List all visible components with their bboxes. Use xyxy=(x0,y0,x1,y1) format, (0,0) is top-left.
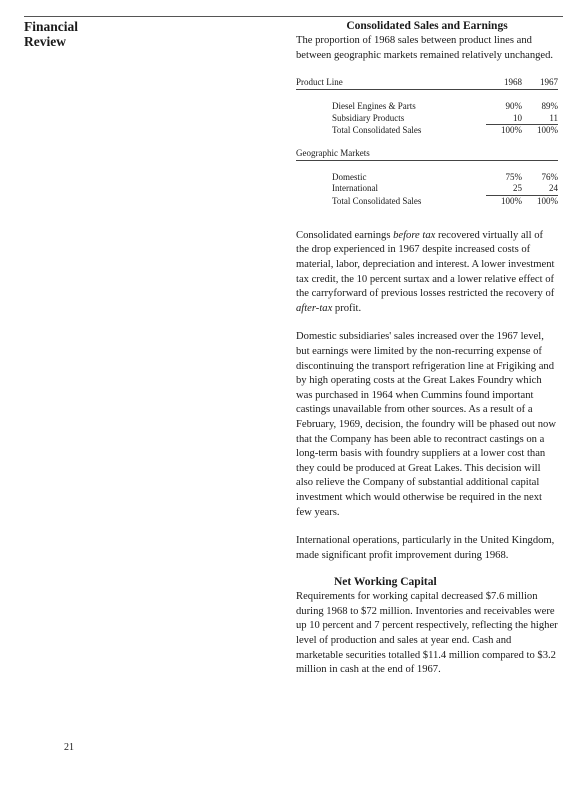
product-rows xyxy=(296,101,558,136)
side-title-line-2: Review xyxy=(24,34,66,49)
row-label: Domestic xyxy=(332,172,367,183)
earnings-text-3: profit. xyxy=(332,302,362,314)
table-row xyxy=(296,172,558,183)
table-row-total xyxy=(296,196,558,207)
table-row xyxy=(296,113,558,125)
geo-rows xyxy=(296,172,558,207)
year-a-header: 1968 xyxy=(504,77,522,88)
page-number: 21 xyxy=(64,742,74,753)
row-value-b: 89% xyxy=(541,101,558,112)
earnings-paragraph xyxy=(296,229,558,317)
table-row xyxy=(296,101,558,112)
row-label: Diesel Engines & Parts xyxy=(332,101,416,112)
domestic-paragraph: Domestic subsidiaries' sales increased over the 1967 level, but earnings were limited by the non-recurring expense of discontinuing the transport refrigeration line at Frigiking and by high operating costs at the Great Lakes Foundry which was purchased in 1964 when Cummins found important castings unavailable from other sources. As a result of a February, 1969, decision, the foundry will be phased out now that the Company has been able to recontract castings on a long-term basis with foundry suppliers at a lower cost than they could be produced at Great Lakes. This decision will also relieve the Company of substantial additional capital investment which would otherwise be required in the next few years. xyxy=(296,331,556,518)
row-label: Subsidiary Products xyxy=(332,112,405,123)
year-b-header: 1967 xyxy=(540,77,558,88)
working-capital-paragraph: Requirements for working capital decreased $7.6 million during 1968 to $72 million. Inventories and receivables were up 10 percent and 7 percent respectively, reflecting the higher level of production and sales at year end. Cash and marketable securities totalled $11.4 million compared to $3.2 million in cash at the end of 1967. xyxy=(296,591,558,676)
main-column xyxy=(296,19,558,678)
earnings-emphasis-after-tax: after-tax xyxy=(296,302,333,314)
row-value-b: 11 xyxy=(522,113,558,125)
row-value-a: 25 xyxy=(486,183,522,195)
row-value-b: 76% xyxy=(541,172,558,183)
row-label: International xyxy=(332,183,378,194)
row-label: Total Consolidated Sales xyxy=(332,124,422,135)
section-heading-working-capital: Net Working Capital xyxy=(334,576,437,589)
row-value-a: 90% xyxy=(505,101,522,112)
geographic-markets-header: Geographic Markets xyxy=(296,148,370,158)
table-header-product xyxy=(296,77,558,90)
product-line-header: Product Line xyxy=(296,77,343,88)
row-label: Total Consolidated Sales xyxy=(332,195,422,206)
intro-paragraph: The proportion of 1968 sales between product lines and between geographic markets remained relatively unchanged. xyxy=(296,35,554,61)
earnings-emphasis-before-tax: before tax xyxy=(393,229,436,241)
sales-table xyxy=(296,77,558,207)
section-heading-sales: Consolidated Sales and Earnings xyxy=(346,20,508,32)
row-value-a: 75% xyxy=(505,172,522,183)
side-title-line-1: Financial xyxy=(24,19,79,34)
top-rule xyxy=(24,16,563,17)
international-paragraph: International operations, particularly in the United Kingdom, made significant profit improvement during 1968. xyxy=(296,535,555,561)
side-title xyxy=(24,19,144,49)
row-value-a: 100% xyxy=(501,124,522,135)
row-value-b: 100% xyxy=(537,195,558,206)
earnings-text-1: Consolidated earnings xyxy=(296,229,394,241)
row-value-b: 100% xyxy=(537,124,558,135)
table-row xyxy=(296,183,558,195)
table-header-geo xyxy=(296,148,558,161)
row-value-a: 100% xyxy=(501,195,522,206)
row-value-a: 10 xyxy=(486,113,522,125)
row-value-b: 24 xyxy=(522,183,558,195)
table-row-total xyxy=(296,125,558,136)
earnings-text-2: recovered virtually all of the drop experienced in 1967 despite increased costs of material, labor, depreciation and interest. A lower investment tax credit, the 10 percent surtax and a lower relative effect of the carryforward of previous losses restricted the recovery of xyxy=(296,229,555,300)
